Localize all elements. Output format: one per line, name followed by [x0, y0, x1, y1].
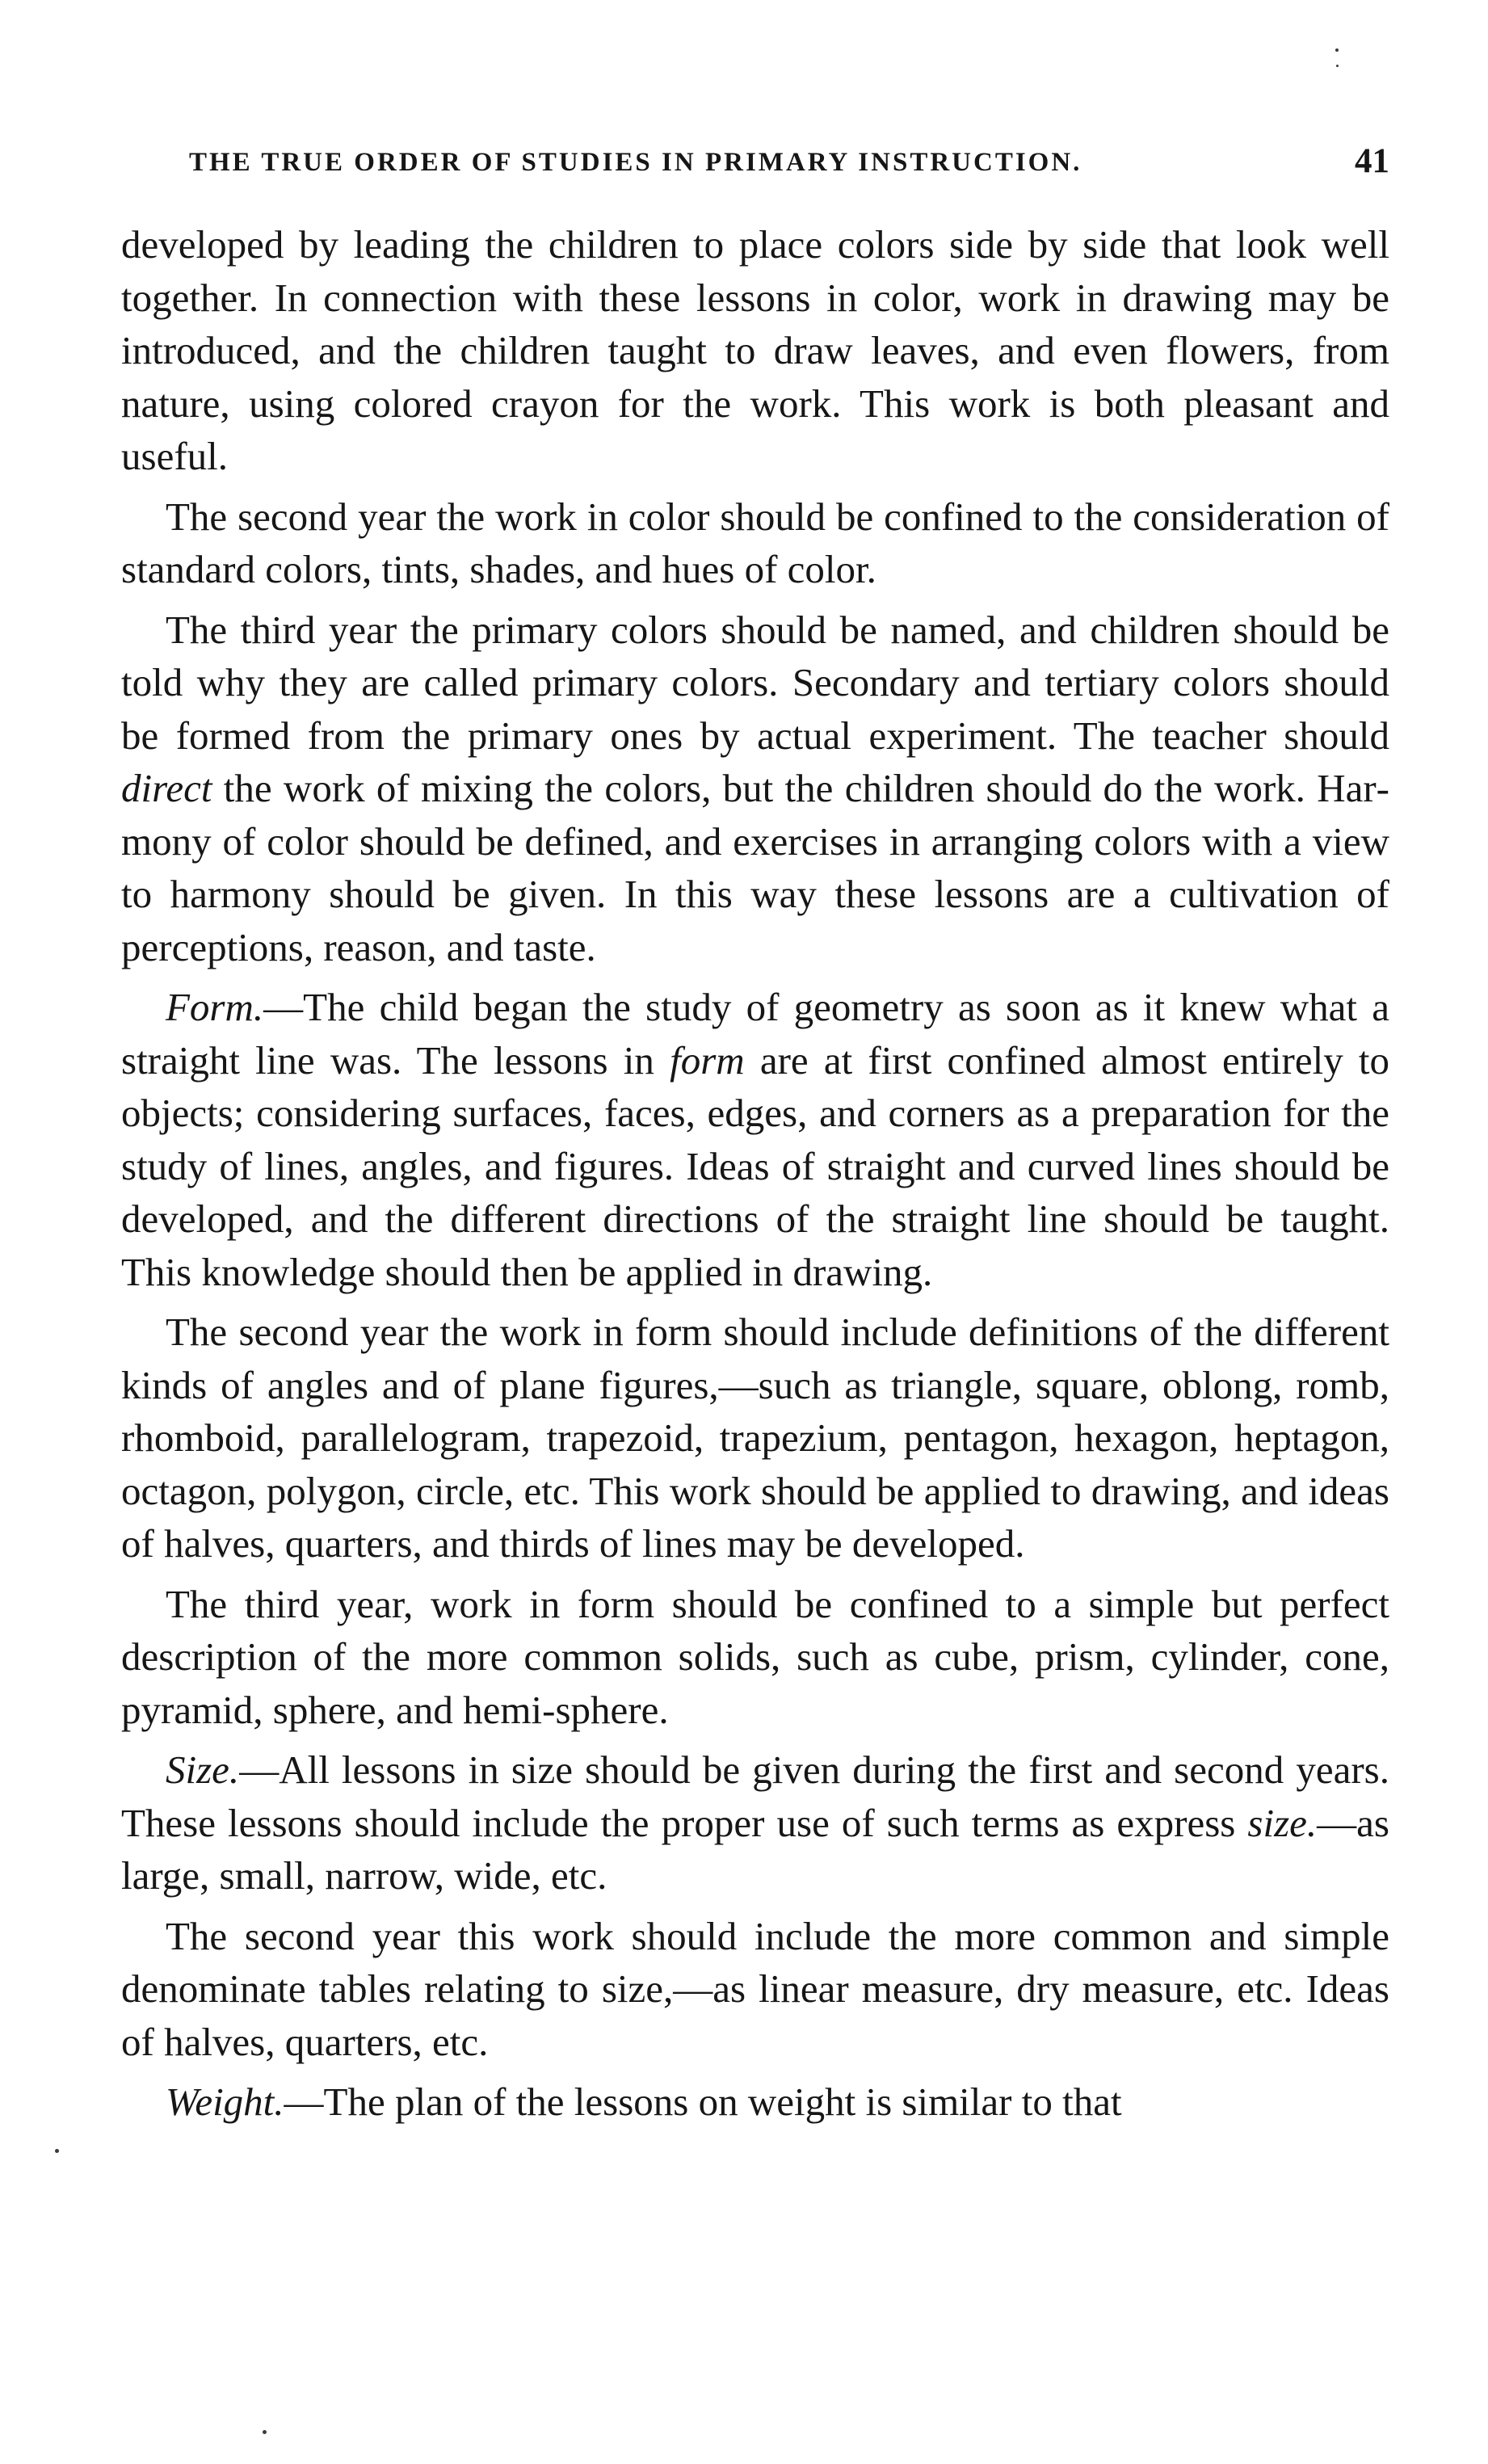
emphasis-size: size. — [1247, 1800, 1318, 1845]
page-header — [121, 141, 1389, 198]
running-title: THE TRUE ORDER OF STUDIES IN PRIMARY INSTRUCTION. — [189, 148, 1082, 177]
section-heading-size: Size. — [166, 1747, 240, 1792]
text-run: —as large, small, narrow, wide, etc. — [121, 1800, 1389, 1898]
text-run: the work of mixing the colors, but the children should do the work. Harmony of color should be defined, and exercises in arranging colors with a view to harmony should be given. In this way these lessons are a cultivation of perceptions, reason, and taste. — [121, 766, 1389, 969]
paragraph-weight — [121, 2075, 1389, 2129]
body-text — [121, 218, 1389, 2129]
paragraph-color-continued — [121, 218, 1389, 483]
text-run: The second year this work should include the more common and simple denominate tables relating to size,—as linear measure, dry measure, etc. Ideas of halves, quarters, etc. — [121, 1913, 1389, 2064]
paragraph-form-second-year — [121, 1306, 1389, 1570]
ink-speck — [1335, 48, 1339, 52]
paragraph-color-second-year — [121, 490, 1389, 596]
text-run: —All lessons in size should be given during the first and second years. These lessons should include the proper use of such terms as express — [121, 1747, 1389, 1845]
text-run: The second year the work in color should be confined to the consideration of standard colors, tints, shades, and hues of color. — [121, 494, 1389, 591]
paragraph-color-third-year — [121, 603, 1389, 974]
text-run: The second year the work in form should include definitions of the different kinds of angles and of plane figures,—such as triangle, square, oblong, romb, rhomboid, parallelogram, trapezoid, trapezium, pentagon, hexagon, heptagon, octagon, polygon, circle, etc. This work should be applied to drawing, and ideas of halves, quarters, and thirds of lines may be developed. — [121, 1310, 1389, 1566]
ink-speck — [1336, 65, 1339, 67]
emphasis-form: form — [670, 1037, 745, 1083]
text-run: The third year, work in form should be confined to a simple but perfect description of the more common solids, such as cube, prism, cylinder, cone, pyramid, sphere, and hemi-sphere. — [121, 1581, 1389, 1732]
paragraph-size-second-year — [121, 1910, 1389, 2069]
text-run: —The plan of the lessons on weight is similar to that — [284, 2079, 1122, 2124]
text-run: —The child began the study of geometry as soon as it knew what a straight line was. The lessons in — [121, 985, 1389, 1083]
page-number: 41 — [1355, 142, 1389, 180]
emphasis-direct: direct — [121, 766, 212, 810]
ink-speck — [263, 2430, 267, 2434]
paragraph-form-third-year — [121, 1578, 1389, 1737]
text-run: are at first confined almost entirely to objects; considering surfaces, faces, edges, and corners as a preparation for the study of lines, angles, and figures. Ideas of straight and curved lines should be developed, and the different directions of the straight line should be taught. This knowledge should then be applied in drawing. — [121, 1037, 1390, 1294]
text-run: developed by leading the children to place colors side by side that look well together. In connection with these lessons in color, work in drawing may be introduced, and the children taught to draw leaves, and even flowers, from nature, using colored crayon for the work. This work is both pleasant and useful. — [121, 222, 1389, 478]
section-heading-weight: Weight. — [166, 2079, 284, 2124]
text-run: The third year the primary colors should be named, and children should be told why they are called primary colors. Secondary and tertiary colors should be formed from the primary ones by actual experiment. The teacher should — [121, 607, 1389, 758]
paragraph-form — [121, 981, 1389, 1298]
paragraph-size — [121, 1743, 1389, 1903]
section-heading-form: Form. — [166, 985, 264, 1029]
ink-speck — [55, 2149, 59, 2153]
